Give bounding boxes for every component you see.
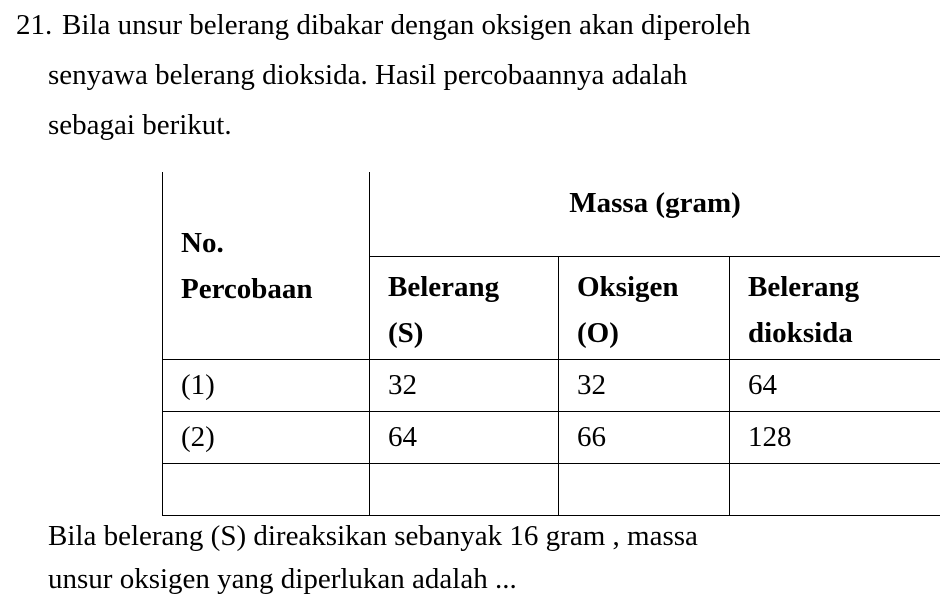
table-row [163, 412, 940, 464]
cell-no [163, 464, 370, 516]
cell-oksigen [559, 464, 730, 516]
header-belerang-dioksida-line-2: dioksida [748, 317, 853, 349]
header-belerang-dioksida-line-1: Belerang [748, 271, 860, 303]
experiment-table [162, 172, 940, 516]
question-number: 21. [16, 9, 53, 41]
cell-oksigen: 32 [559, 360, 730, 412]
header-belerang-s [370, 257, 559, 360]
question-line-2: senyawa belerang dioksida. Hasil percobaannya adalah [48, 59, 688, 91]
followup-line-1: Bila belerang (S) direaksikan sebanyak 16 gram , massa [48, 520, 698, 552]
header-belerang-s-line-2: (S) [388, 317, 424, 349]
header-massa-gram: Massa (gram) [370, 172, 940, 257]
cell-belerang-dioksida: 128 [730, 412, 940, 464]
cell-belerang-dioksida [730, 464, 940, 516]
followup-line-2: unsur oksigen yang diperlukan adalah ... [48, 563, 517, 595]
header-no-line-2: Percobaan [181, 272, 313, 305]
question-line-3: sebagai berikut. [48, 109, 232, 141]
cell-belerang [370, 464, 559, 516]
table-header-row-1 [163, 172, 940, 257]
cell-belerang-dioksida: 64 [730, 360, 940, 412]
header-oksigen-o-line-1: Oksigen [577, 271, 679, 303]
question-line-1-text: Bila unsur belerang dibakar dengan oksigen akan diperoleh [62, 9, 751, 41]
followup-question [48, 515, 698, 601]
question-line-1 [16, 0, 916, 50]
header-belerang-dioksida [730, 257, 940, 360]
question-text [16, 0, 916, 150]
header-oksigen-o-line-2: (O) [577, 317, 619, 349]
header-no-line-1: No. [181, 226, 224, 259]
cell-no: (1) [163, 360, 370, 412]
table-row [163, 360, 940, 412]
cell-oksigen: 66 [559, 412, 730, 464]
table-row-empty [163, 464, 940, 516]
header-belerang-s-line-1: Belerang [388, 271, 500, 303]
cell-belerang: 64 [370, 412, 559, 464]
header-no-percobaan [163, 172, 370, 360]
cell-belerang: 32 [370, 360, 559, 412]
cell-no: (2) [163, 412, 370, 464]
header-oksigen-o [559, 257, 730, 360]
